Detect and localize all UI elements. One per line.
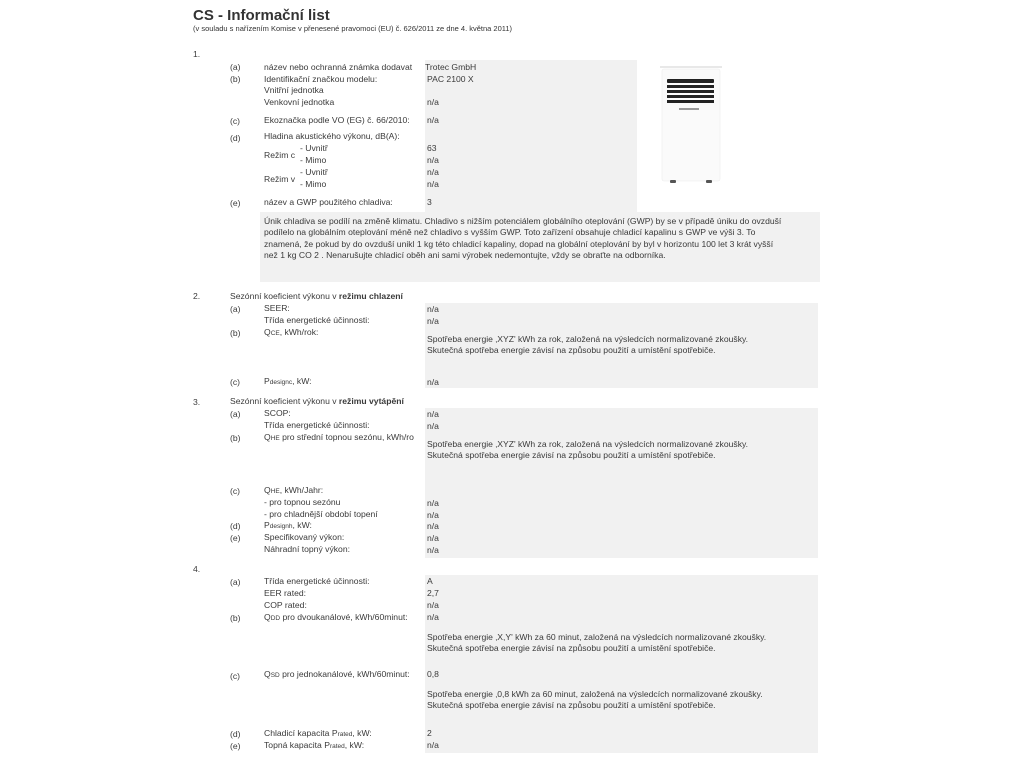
label-rest: pro dvoukanálové, kWh/60minut: [280, 612, 408, 622]
heading-bold-text: režimu vytápění [338, 396, 404, 406]
s4-b-note: Spotřeba energie ‚X,Y' kWh za 60 minut, založená na výsledcích normalizované zkoušky. Skutečná spotřeba energie závisí na způsobu použití a umístění spotřebiče. [427, 632, 767, 654]
s2-a-letter: (a) [230, 304, 241, 314]
section-2-number: 2. [193, 291, 201, 301]
s1-mode-c-inside-value: 63 [427, 143, 437, 153]
s3-b-note: Spotřeba energie ‚XYZ' kWh za rok, založená na výsledcích normalizované zkoušky. Skutečná spotřeba energie závisí na způsobu použití a umístění spotřebiče. [427, 439, 749, 461]
s1-b-sub1: Vnitřní jednotka [264, 85, 324, 95]
section-2-heading [230, 291, 403, 302]
s1-b-sub2: Venkovní jednotka [264, 97, 335, 107]
s1-e-value: 3 [427, 197, 432, 207]
s1-mode-v-outside-value: n/a [427, 179, 439, 189]
s1-a-value: Trotec GmbH [425, 62, 477, 72]
s1-b-label: Identifikační značkou modelu: [264, 74, 378, 84]
s3-e-label: Specifikovaný výkon: [264, 532, 345, 542]
label-subscript: rated [337, 731, 353, 738]
s1-b-sub2-value: n/a [427, 97, 439, 107]
page-title: CS - Informační list [193, 7, 330, 24]
s1-e-letter: (e) [230, 198, 241, 208]
s1-mode-v-inside: - Uvnitř [300, 167, 328, 177]
s3-e-letter: (e) [230, 533, 241, 543]
label-rest: pro střední topnou sezónu, kWh/ro [279, 432, 414, 442]
s4-a2-value: 2,7 [427, 588, 439, 598]
page-subtitle: (v souladu s nařízením Komise v přenesené pravomoci (EU) č. 626/2011 ze dne 4. května 2011) [193, 24, 513, 33]
s2-b-label [264, 327, 318, 339]
s1-b-letter: (b) [230, 74, 241, 84]
s2-a-label: SEER: [264, 303, 290, 313]
s1-e-label: název a GWP použitého chladiva: [264, 197, 393, 207]
label-rest: , kWh/Jahr: [279, 485, 324, 495]
s3-e2-value: n/a [427, 545, 439, 555]
s3-a2-value: n/a [427, 421, 439, 431]
s2-b-letter: (b) [230, 328, 241, 338]
s2-a2-value: n/a [427, 316, 439, 326]
s3-values-panel [425, 408, 818, 558]
s4-d-label [264, 728, 372, 740]
s1-c-value: n/a [427, 115, 439, 125]
s3-d-label [264, 520, 312, 532]
s3-c-sub2: - pro chladnější období topení [264, 509, 378, 519]
s1-mode-c-outside-value: n/a [427, 155, 439, 165]
label-rest: , kW: [344, 740, 365, 750]
s4-c-letter: (c) [230, 671, 241, 681]
s1-a-letter: (a) [230, 62, 241, 72]
label-main: Q [264, 327, 271, 337]
label-main: P [264, 376, 270, 386]
s3-c-label [264, 485, 323, 497]
s3-c-letter: (c) [230, 486, 241, 496]
s2-c-value: n/a [427, 377, 439, 387]
label-subscript: HE [270, 435, 280, 442]
s3-e2-label: Náhradní topný výkon: [264, 544, 350, 554]
s2-a2-label: Třída energetické účinnosti: [264, 315, 370, 325]
s1-mode-c-outside: - Mimo [300, 155, 327, 165]
s1-c-label: Ekoznačka podle VO (EG) č. 66/2010: [264, 115, 410, 125]
s1-a-label: název nebo ochranná známka dodavat [264, 62, 413, 72]
label-subscript: HE [270, 488, 280, 495]
s1-c-letter: (c) [230, 116, 241, 126]
label-subscript: designh [269, 523, 293, 530]
s4-a-value: A [427, 576, 433, 586]
s3-a-letter: (a) [230, 409, 241, 419]
s4-a-label: Třída energetické účinnosti: [264, 576, 370, 586]
label-main: Chladicí kapacita P [264, 728, 338, 738]
s1-d-label: Hladina akustického výkonu, dB(A): [264, 131, 400, 141]
s3-b-label [264, 432, 424, 444]
label-rest: , kW: [292, 520, 312, 530]
label-main: Q [264, 485, 271, 495]
section-3-number: 3. [193, 397, 201, 407]
s3-c-sub1: - pro topnou sezónu [264, 497, 341, 507]
label-main: Q [264, 612, 271, 622]
section-1-number: 1. [193, 49, 201, 59]
s4-b-label [264, 612, 408, 624]
s4-values-panel [425, 575, 818, 753]
s3-c-sub2-value: n/a [427, 510, 439, 520]
s4-c-label [264, 669, 410, 681]
label-subscript: SD [270, 672, 280, 679]
s4-b-letter: (b) [230, 613, 241, 623]
label-rest: , kWh/rok: [279, 327, 319, 337]
s4-d-value: 2 [427, 728, 432, 738]
label-subscript: rated [329, 743, 345, 750]
s3-a2-label: Třída energetické účinnosti: [264, 420, 370, 430]
s4-a2-label: EER rated: [264, 588, 307, 598]
section-3-heading [230, 396, 404, 407]
s3-a-value: n/a [427, 409, 439, 419]
s1-mode-v-inside-value: n/a [427, 167, 439, 177]
s4-d-letter: (d) [230, 729, 241, 739]
s2-c-letter: (c) [230, 377, 241, 387]
s4-b-value: n/a [427, 612, 439, 622]
s3-a-label: SCOP: [264, 408, 291, 418]
s3-d-value: n/a [427, 521, 439, 531]
label-main: P [264, 520, 270, 530]
s3-b-letter: (b) [230, 433, 241, 443]
s3-c-sub1-value: n/a [427, 498, 439, 508]
heading-bold-text: režimu chlazení [338, 291, 403, 301]
s2-c-label [264, 376, 312, 388]
label-rest: , kW: [352, 728, 372, 738]
label-rest: , kW: [292, 376, 312, 386]
s1-b-value: PAC 2100 X [427, 74, 474, 84]
s1-mode-v-outside: - Mimo [300, 179, 327, 189]
label-subscript: designc [269, 379, 293, 386]
product-image [660, 66, 722, 188]
s4-a-letter: (a) [230, 577, 241, 587]
s4-e-letter: (e) [230, 741, 241, 751]
label-main: Topná kapacita P [264, 740, 330, 750]
s1-mode-v-label: Režim v [264, 174, 296, 184]
section-4-number: 4. [193, 564, 201, 574]
s1-d-letter: (d) [230, 133, 241, 143]
s4-a3-value: n/a [427, 600, 439, 610]
label-rest: pro jednokanálové, kWh/60minut: [279, 669, 410, 679]
s4-e-value: n/a [427, 740, 439, 750]
s4-a3-label: COP rated: [264, 600, 307, 610]
label-main: Q [264, 669, 271, 679]
label-main: Q [264, 432, 271, 442]
s1-mode-c-inside: - Uvnitř [300, 143, 328, 153]
s1-refrigerant-note: Únik chladiva se podílí na změně klimatu. Chladivo s nižším potenciálem globálního oteplování (GWP) by se v případě úniku do ovzduší podílelo na globálním oteplování méně než chladivo s vyšším GWP. Toto zařízení obsahuje chladicí kapalinu s GWP ve výši 3. To znamená, že pokud by do ovzduší unikl 1 kg této chladicí kapaliny, dopad na globální oteplování by byl v horizontu 100 let 3 krát vyšší než 1 kg CO 2 . Nenarušujte chladicí oběh ani sami výrobek nedemontujte, vždy se obraťte na odborníka. [264, 216, 782, 261]
heading-text: Sezónní koeficient výkonu v [230, 291, 339, 301]
label-subscript: CE [270, 330, 280, 337]
heading-text: Sezónní koeficient výkonu v [230, 396, 339, 406]
s4-c-value: 0,8 [427, 669, 439, 679]
s4-c-note: Spotřeba energie ‚0,8 kWh za 60 minut, založená na výsledcích normalizované zkoušky. Skutečná spotřeba energie závisí na způsobu použití a umístění spotřebiče. [427, 689, 763, 711]
s1-mode-c-label: Režim c [264, 150, 296, 160]
s3-e-value: n/a [427, 533, 439, 543]
s4-e-label [264, 740, 364, 752]
s3-d-letter: (d) [230, 521, 241, 531]
label-subscript: DD [270, 615, 281, 622]
s2-b-note: Spotřeba energie ‚XYZ' kWh za rok, založená na výsledcích normalizované zkoušky. Skutečná spotřeba energie závisí na způsobu použití a umístění spotřebiče. [427, 334, 749, 356]
s2-a-value: n/a [427, 304, 439, 314]
